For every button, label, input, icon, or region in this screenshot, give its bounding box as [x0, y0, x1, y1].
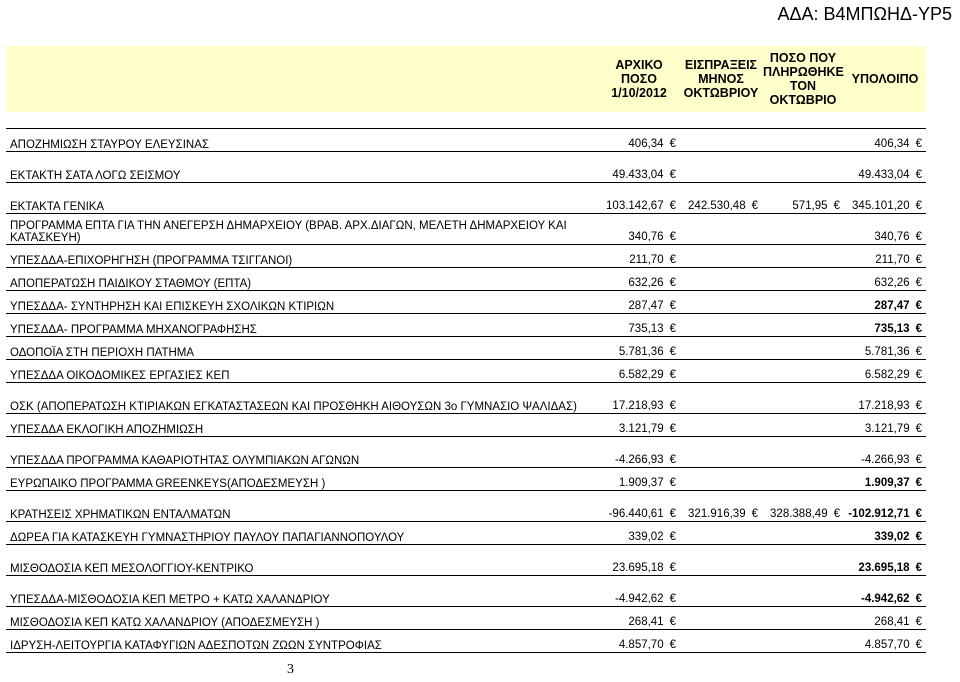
ledger-table — [6, 46, 926, 653]
row-paid — [762, 491, 844, 522]
row-balance-value: 287,47 — [874, 300, 910, 312]
row-balance-value: -4.266,93 — [860, 454, 910, 466]
row-balance — [844, 383, 926, 414]
row-balance — [844, 314, 926, 337]
row-initial — [598, 545, 680, 576]
row-balance — [844, 630, 926, 653]
euro-sign: € — [669, 346, 676, 358]
row-description: ΠΡΟΓΡΑΜΜΑ ΕΠΤΑ ΓΙΑ ΤΗΝ ΑΝΕΓΕΡΣΗ ΔΗΜΑΡΧΕΙΟΥ (ΒΡΑΒ. ΑΡΧ.ΔΙΑΓΩΝ, ΜΕΛΕΤΗ ΔΗΜΑΡΧΕΙΟΥ ΚΑΙ ΚΑΤΑΣΚΕΥΗ) — [6, 214, 598, 245]
euro-sign: € — [915, 639, 922, 651]
euro-sign: € — [915, 400, 922, 412]
euro-sign: € — [915, 138, 922, 150]
row-description: ΥΠΕΣΔΔΑ- ΠΡΟΓΡΑΜΜΑ ΜΗΧΑΝΟΓΡΑΦΗΣΗΣ — [6, 314, 598, 337]
ledger-row — [6, 383, 926, 414]
row-description: ΥΠΕΣΔΔΑ ΟΙΚΟΔΟΜΙΚΕΣ ΕΡΓΑΣΙΕΣ ΚΕΠ — [6, 360, 598, 383]
row-balance-value: 6.582,29 — [864, 369, 910, 381]
row-paid — [762, 630, 844, 653]
euro-sign: € — [915, 231, 922, 243]
row-description: ΑΠΟΖΗΜΙΩΣΗ ΣΤΑΥΡΟΥ ΕΛΕΥΣΙΝΑΣ — [6, 129, 598, 152]
header-receipts: ΕΙΣΠΡΑΞΕΙΣ ΜΗΝΟΣ ΟΚΤΩΒΡΙΟΥ — [680, 46, 762, 112]
row-description: ΕΚΤΑΚΤΑ ΓΕΝΙΚΑ — [6, 183, 598, 214]
euro-sign: € — [669, 300, 676, 312]
row-description: ΚΡΑΤΗΣΕΙΣ ΧΡΗΜΑΤΙΚΩΝ ΕΝΤΑΛΜΑΤΩΝ — [6, 491, 598, 522]
ledger-row — [6, 414, 926, 437]
row-receipts — [680, 337, 762, 360]
ledger-row — [6, 468, 926, 491]
row-balance-value: 340,76 — [874, 231, 910, 243]
euro-sign: € — [915, 508, 922, 520]
row-balance — [844, 468, 926, 491]
row-receipts-value: 321.916,39 — [688, 508, 746, 520]
row-receipts — [680, 214, 762, 245]
euro-sign: € — [915, 200, 922, 212]
row-initial — [598, 314, 680, 337]
row-initial-value: -96.440,61 — [608, 508, 664, 520]
row-balance-value: 211,70 — [875, 254, 910, 266]
row-description: ΜΙΣΘΟΔΟΣΙΑ ΚΕΠ ΚΑΤΩ ΧΑΛΑΝΔΡΙΟΥ (ΑΠΟΔΕΣΜΕΥΣΗ ) — [6, 607, 598, 630]
row-initial-value: -4.942,62 — [614, 593, 664, 605]
row-description: ΕΥΡΩΠΑΙΚΟ ΠΡΟΓΡΑΜΜΑ GREENKEYS(ΑΠΟΔΕΣΜΕΥΣΗ ) — [6, 468, 598, 491]
row-receipts — [680, 129, 762, 152]
euro-sign: € — [833, 508, 840, 520]
row-initial-value: 6.582,29 — [618, 369, 664, 381]
row-balance-value: 1.909,37 — [864, 477, 910, 489]
row-balance — [844, 607, 926, 630]
row-balance-value: 339,02 — [874, 531, 910, 543]
row-balance-value: 406,34 — [874, 138, 910, 150]
row-description: ΥΠΕΣΔΔΑ-ΜΙΣΘΟΔΟΣΙΑ ΚΕΠ ΜΕΤΡΟ + ΚΑΤΩ ΧΑΛΑΝΔΡΙΟΥ — [6, 576, 598, 607]
row-receipts — [680, 491, 762, 522]
row-receipts — [680, 545, 762, 576]
row-balance-value: 268,41 — [874, 616, 910, 628]
euro-sign: € — [833, 200, 840, 212]
row-description: ΜΙΣΘΟΔΟΣΙΑ ΚΕΠ ΜΕΣΟΛΟΓΓΙΟΥ-ΚΕΝΤΡΙΚΟ — [6, 545, 598, 576]
row-initial — [598, 522, 680, 545]
row-balance — [844, 291, 926, 314]
row-initial-value: 339,02 — [628, 531, 664, 543]
row-paid — [762, 437, 844, 468]
row-initial — [598, 414, 680, 437]
row-receipts — [680, 291, 762, 314]
euro-sign: € — [669, 593, 676, 605]
euro-sign: € — [915, 593, 922, 605]
euro-sign: € — [915, 277, 922, 289]
row-description: ΑΠΟΠΕΡΑΤΩΣΗ ΠΑΙΔΙΚΟΥ ΣΤΑΘΜΟΥ (ΕΠΤΑ) — [6, 268, 598, 291]
ledger-row — [6, 152, 926, 183]
euro-sign: € — [915, 562, 922, 574]
row-initial — [598, 383, 680, 414]
row-balance-value: 345.101,20 — [852, 200, 910, 212]
ledger-row — [6, 214, 926, 245]
row-balance — [844, 214, 926, 245]
row-balance-value: 4.857,70 — [864, 639, 910, 651]
euro-sign: € — [915, 454, 922, 466]
row-balance-value: 3.121,79 — [864, 423, 910, 435]
row-initial — [598, 245, 680, 268]
row-paid — [762, 607, 844, 630]
row-balance — [844, 152, 926, 183]
row-description: ΕΚΤΑΚΤΗ ΣΑΤΑ ΛΟΓΩ ΣΕΙΣΜΟΥ — [6, 152, 598, 183]
euro-sign: € — [669, 231, 676, 243]
euro-sign: € — [915, 169, 922, 181]
ledger-row — [6, 183, 926, 214]
row-paid-value: 328.388,49 — [770, 508, 828, 520]
euro-sign: € — [915, 616, 922, 628]
euro-sign: € — [751, 200, 758, 212]
row-paid — [762, 314, 844, 337]
row-initial-value: 632,26 — [628, 277, 664, 289]
row-initial — [598, 360, 680, 383]
row-initial-value: 287,47 — [628, 300, 664, 312]
row-paid — [762, 268, 844, 291]
euro-sign: € — [669, 323, 676, 335]
ledger-row — [6, 522, 926, 545]
header-row — [6, 46, 926, 112]
row-description: ΥΠΕΣΔΔΑ ΕΚΛΟΓΙΚΗ ΑΠΟΖΗΜΙΩΣΗ — [6, 414, 598, 437]
euro-sign: € — [669, 423, 676, 435]
row-balance-value: 17.218,93 — [858, 400, 910, 412]
ledger-row — [6, 245, 926, 268]
euro-sign: € — [669, 400, 676, 412]
row-paid — [762, 183, 844, 214]
row-initial — [598, 576, 680, 607]
euro-sign: € — [915, 477, 922, 489]
euro-sign: € — [669, 477, 676, 489]
row-balance — [844, 414, 926, 437]
row-paid — [762, 468, 844, 491]
row-initial — [598, 607, 680, 630]
row-paid — [762, 291, 844, 314]
row-receipts — [680, 576, 762, 607]
ledger-row — [6, 360, 926, 383]
row-initial-value: 17.218,93 — [612, 400, 664, 412]
row-receipts — [680, 522, 762, 545]
row-receipts — [680, 468, 762, 491]
row-description: ΟΣΚ (ΑΠΟΠΕΡΑΤΩΣΗ ΚΤΙΡΙΑΚΩΝ ΕΓΚΑΤΑΣΤΑΣΕΩΝ ΚΑΙ ΠΡΟΣΘΗΚΗ ΑΙΘΟΥΣΩΝ 3ο ΓΥΜΝΑΣΙΟ ΨΑΛΙΔΑΣ) — [6, 383, 598, 414]
ledger-row — [6, 491, 926, 522]
ledger-row — [6, 437, 926, 468]
row-balance — [844, 129, 926, 152]
row-balance — [844, 545, 926, 576]
row-initial-value: 340,76 — [628, 231, 664, 243]
euro-sign: € — [669, 277, 676, 289]
row-initial-value: 268,41 — [628, 616, 664, 628]
row-balance-value: 23.695,18 — [858, 562, 910, 574]
row-initial — [598, 152, 680, 183]
euro-sign: € — [669, 454, 676, 466]
euro-sign: € — [669, 369, 676, 381]
row-initial — [598, 214, 680, 245]
row-receipts — [680, 414, 762, 437]
euro-sign: € — [751, 508, 758, 520]
euro-sign: € — [915, 346, 922, 358]
header-paid: ΠΟΣΟ ΠΟΥ ΠΛΗΡΩΘΗΚΕ ΤΟΝ ΟΚΤΩΒΡΙΟ — [762, 46, 844, 112]
row-description: ΔΩΡΕΑ ΓΙΑ ΚΑΤΑΣΚΕΥΗ ΓΥΜΝΑΣΤΗΡΙΟΥ ΠΑΥΛΟΥ ΠΑΠΑΓΙΑΝΝΟΠΟΥΛΟΥ — [6, 522, 598, 545]
row-description: ΥΠΕΣΔΔΑ ΠΡΟΓΡΑΜΜΑ ΚΑΘΑΡΙΟΤΗΤΑΣ ΟΛΥΜΠΙΑΚΩΝ ΑΓΩΝΩΝ — [6, 437, 598, 468]
euro-sign: € — [669, 169, 676, 181]
row-balance — [844, 437, 926, 468]
row-paid — [762, 576, 844, 607]
euro-sign: € — [915, 369, 922, 381]
row-paid — [762, 152, 844, 183]
row-initial — [598, 630, 680, 653]
row-balance — [844, 268, 926, 291]
row-receipts — [680, 152, 762, 183]
row-initial — [598, 437, 680, 468]
header-initial: ΑΡΧΙΚΟ ΠΟΣΟ 1/10/2012 — [598, 46, 680, 112]
row-receipts — [680, 245, 762, 268]
row-paid — [762, 414, 844, 437]
ledger-row — [6, 337, 926, 360]
row-initial-value: 23.695,18 — [612, 562, 664, 574]
ledger-row — [6, 314, 926, 337]
row-balance — [844, 183, 926, 214]
row-receipts — [680, 630, 762, 653]
row-paid — [762, 360, 844, 383]
row-receipts — [680, 360, 762, 383]
ledger-row — [6, 129, 926, 152]
row-balance-value: 632,26 — [874, 277, 910, 289]
row-initial-value: 211,70 — [629, 254, 664, 266]
ledger-row — [6, 268, 926, 291]
row-balance-value: 5.781,36 — [864, 346, 910, 358]
row-initial-value: 5.781,36 — [618, 346, 664, 358]
row-paid — [762, 545, 844, 576]
row-balance — [844, 245, 926, 268]
euro-sign: € — [915, 423, 922, 435]
euro-sign: € — [669, 639, 676, 651]
ledger-row — [6, 607, 926, 630]
row-initial — [598, 291, 680, 314]
euro-sign: € — [669, 138, 676, 150]
ledger-row — [6, 291, 926, 314]
row-description: ΥΠΕΣΔΔΑ-ΕΠΙΧΟΡΗΓΗΣΗ (ΠΡΟΓΡΑΜΜΑ ΤΣΙΓΓΑΝΟΙ) — [6, 245, 598, 268]
row-initial-value: 49.433,04 — [612, 169, 664, 181]
row-balance — [844, 522, 926, 545]
row-initial-value: 406,34 — [628, 138, 664, 150]
row-paid — [762, 337, 844, 360]
row-initial — [598, 183, 680, 214]
row-initial — [598, 268, 680, 291]
row-initial — [598, 491, 680, 522]
euro-sign: € — [669, 531, 676, 543]
row-balance — [844, 337, 926, 360]
row-balance — [844, 491, 926, 522]
row-description: ΙΔΡΥΣΗ-ΛΕΙΤΟΥΡΓΙΑ ΚΑΤΑΦΥΓΙΩΝ ΑΔΕΣΠΟΤΩΝ ΖΩΩΝ ΣΥΝΤΡΟΦΙΑΣ — [6, 630, 598, 653]
row-balance-value: 49.433,04 — [858, 169, 910, 181]
row-receipts — [680, 437, 762, 468]
row-paid — [762, 129, 844, 152]
euro-sign: € — [915, 300, 922, 312]
row-paid — [762, 214, 844, 245]
row-receipts — [680, 383, 762, 414]
row-balance — [844, 360, 926, 383]
euro-sign: € — [669, 616, 676, 628]
row-paid-value: 571,95 — [792, 200, 828, 212]
euro-sign: € — [669, 562, 676, 574]
document-code: ΑΔΑ: Β4ΜΠΩΗΔ-ΥΡ5 — [777, 4, 952, 24]
ledger-row — [6, 576, 926, 607]
header-balance: ΥΠΟΛΟΙΠΟ — [844, 46, 926, 112]
row-receipts — [680, 183, 762, 214]
row-balance — [844, 576, 926, 607]
ledger-row — [6, 630, 926, 653]
row-initial — [598, 468, 680, 491]
row-balance-value: -4.942,62 — [860, 593, 910, 605]
row-initial-value: -4.266,93 — [614, 454, 664, 466]
euro-sign: € — [915, 323, 922, 335]
row-initial-value: 735,13 — [628, 323, 664, 335]
ledger-row — [6, 545, 926, 576]
euro-sign: € — [669, 200, 676, 212]
euro-sign: € — [915, 531, 922, 543]
row-description: ΥΠΕΣΔΔΑ- ΣΥΝΤΗΡΗΣΗ ΚΑΙ ΕΠΙΣΚΕΥΗ ΣΧΟΛΙΚΩΝ ΚΤΙΡΙΩΝ — [6, 291, 598, 314]
row-initial-value: 1.909,37 — [618, 477, 664, 489]
euro-sign: € — [915, 254, 922, 266]
row-initial — [598, 337, 680, 360]
header-blank — [6, 46, 598, 112]
row-paid — [762, 245, 844, 268]
row-receipts — [680, 268, 762, 291]
row-paid — [762, 383, 844, 414]
euro-sign: € — [669, 254, 676, 266]
row-initial-value: 103.142,67 — [606, 200, 664, 212]
ledger-rows — [6, 129, 926, 653]
row-initial-value: 4.857,70 — [618, 639, 664, 651]
euro-sign: € — [669, 508, 676, 520]
row-description: ΟΔΟΠΟΪΑ ΣΤΗ ΠΕΡΙΟΧΗ ΠΑΤΗΜΑ — [6, 337, 598, 360]
row-initial-value: 3.121,79 — [618, 423, 664, 435]
row-paid — [762, 522, 844, 545]
row-initial — [598, 129, 680, 152]
row-receipts — [680, 314, 762, 337]
row-receipts — [680, 607, 762, 630]
row-balance-value: 735,13 — [874, 323, 910, 335]
row-receipts-value: 242.530,48 — [688, 200, 746, 212]
row-balance-value: -102.912,71 — [848, 508, 910, 520]
page-number: 3 — [287, 662, 294, 677]
